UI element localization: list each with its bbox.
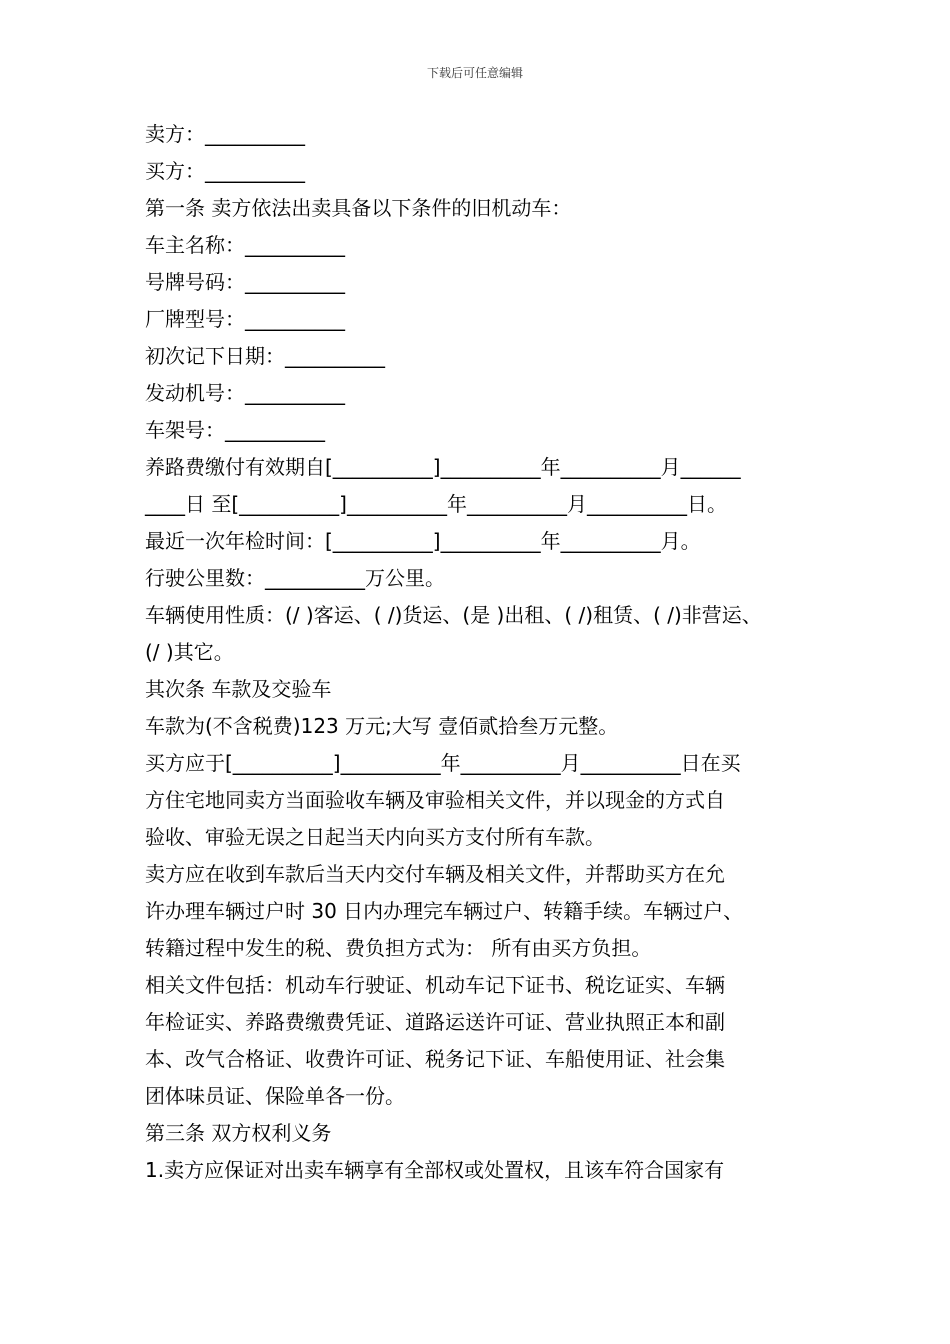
price-line: 车款为(不含税费)123 万元;大写 壹佰贰拾叁万元整。 xyxy=(145,714,619,738)
article-1-heading: 第一条 卖方依法出卖具备以下条件的旧机动车： xyxy=(145,196,572,220)
buyer-line: 买方：__________ xyxy=(145,159,305,183)
brand-model-line: 厂牌型号：__________ xyxy=(145,307,345,331)
inspection-paragraph-line: 买方应于[__________]__________年__________月__________日在买 xyxy=(145,751,741,775)
seller-line: 卖方：__________ xyxy=(145,122,305,146)
inspection-paragraph-line: 方住宅地同卖方当面验收车辆及审验相关文件，并以现金的方式自 xyxy=(145,788,725,812)
page-header: 下载后可任意编辑 xyxy=(426,66,523,80)
documents-paragraph-line: 相关文件包括：机动车行驶证、机动车记下证书、税讫证实、车辆 xyxy=(145,973,725,997)
first-registration-line: 初次记下日期：__________ xyxy=(145,344,385,368)
delivery-paragraph-line: 许办理车辆过户时 30 日内办理完车辆过户、转籍手续。车辆过户、 xyxy=(145,899,744,923)
plate-number-line: 号牌号码：__________ xyxy=(145,270,345,294)
owner-name-line: 车主名称：__________ xyxy=(145,233,345,257)
inspection-paragraph-line: 验收、审验无误之日起当天内向买方支付所有车款。 xyxy=(145,825,605,849)
frame-number-line: 车架号：__________ xyxy=(145,418,325,442)
documents-paragraph-line: 团体味员证、保险单各一份。 xyxy=(145,1084,405,1108)
article-2-heading: 其次条 车款及交验车 xyxy=(145,677,332,701)
road-fee-line: 养路费缴付有效期自[__________]__________年__________月______ xyxy=(145,455,741,479)
delivery-paragraph-line: 卖方应在收到车款后当天内交付车辆及相关文件，并帮助买方在允 xyxy=(145,862,725,886)
documents-paragraph-line: 年检证实、养路费缴费凭证、道路运送许可证、营业执照正本和副 xyxy=(145,1010,725,1034)
mileage-line: 行驶公里数：__________万公里。 xyxy=(145,566,445,590)
contract-body xyxy=(145,116,820,1189)
usage-type-line-cont: (/ )其它。 xyxy=(145,640,234,664)
engine-number-line: 发动机号：__________ xyxy=(145,381,345,405)
obligation-1-line: 1.卖方应保证对出卖车辆享有全部权或处置权，且该车符合国家有 xyxy=(145,1158,725,1182)
documents-paragraph-line: 本、改气合格证、收费许可证、税务记下证、车船使用证、社会集 xyxy=(145,1047,725,1071)
road-fee-line-cont: ____日 至[__________]__________年__________月__________日。 xyxy=(145,492,727,516)
annual-inspection-line: 最近一次年检时间：[__________]__________年__________月。 xyxy=(145,529,701,553)
delivery-paragraph-line: 转籍过程中发生的税、费负担方式为： 所有由买方负担。 xyxy=(145,936,652,960)
article-3-heading: 第三条 双方权利义务 xyxy=(145,1121,332,1145)
usage-type-line: 车辆使用性质：(/ )客运、( /)货运、(是 )出租、( /)租赁、( /)非营运、 xyxy=(145,603,762,627)
